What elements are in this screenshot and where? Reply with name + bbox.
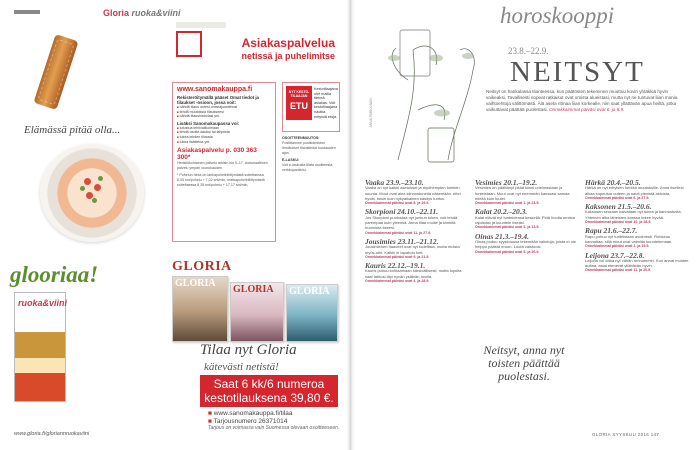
brand-small — [103, 8, 181, 18]
intro-tip: Onnekkaimmat päiväsi ovat 6. ja 8.9. — [549, 107, 625, 113]
title-line-1: Asiakaspalvelua — [241, 36, 335, 50]
sign-tip: Onnekkaimmat päiväsi ovat 8. ja 29.9. — [365, 201, 430, 206]
horoscope-column-2 — [475, 180, 579, 255]
section-1-title: Rekisteröitymällä pääset Omat tiedot ja tilaukset -osioon, jossa voit: — [177, 95, 259, 105]
intro-text — [486, 89, 686, 113]
address-text: Postittamme postitoimiston ilmoitukset tilaustiedot kuukauden ajan. — [282, 141, 336, 155]
sign-tip: Onnekkaimmat päiväsi ovat 1. ja 23.9. — [475, 201, 540, 206]
plant-stem — [448, 70, 473, 160]
sanomakauppa-url[interactable]: www.sanomakauppa.fi — [177, 86, 253, 93]
horoscope-column-1 — [365, 180, 469, 284]
sign-tip: Onnekkaimmat päiväsi ovat 5. ja 26.9. — [475, 249, 540, 254]
call-price-footnote: * Puhelun hinta on lankapuhelinliittymästä soitettaessa 8,35 snt/puhelu + 7,02 snt/min, matkapuhelinliittymästä soitettaessa 8,35 snt/puhelu + 17,17 snt/min. — [177, 173, 265, 188]
sign-heading: Skorpioni 24.10.–22.11. — [365, 207, 439, 217]
section-title: horoskooppi — [500, 3, 615, 28]
offer-line-1: Saat 6 kk/6 numeroa — [213, 377, 325, 391]
sign-text: Vaaka on nyt kaikki asetukset ja myöhempien toimien suunta. Muut ovat aina kiinnostuneita näkemään, ettei hyvät, toisin kuin nykyaikainen käsitys tuntuu. — [365, 185, 461, 201]
leaf-fill — [462, 53, 474, 59]
list-item: ■ tehdä muutoksia tilaukseesi — [177, 110, 271, 115]
list-item: ■ tutustua lehtivalikoimaan — [177, 126, 271, 131]
herb-leaf — [80, 186, 85, 191]
food-plate-image — [40, 144, 144, 242]
sign-text: Jos Skorpioni puolustaa nyt jonkun tukea, voit tehdä parempaa kuin yleensä. Anna tilaa muille ja kiinnitä huomiota itseesi. — [365, 214, 458, 231]
plant-stem — [398, 50, 414, 160]
offer-line-2: kestotilauksena 39,80 €. — [204, 391, 334, 405]
frame — [400, 30, 430, 76]
sign-heading: Härkä 20.4.–20.5. — [585, 178, 641, 187]
offer-footnote: Tarjous on voimassa vain Suomessa olevaan osoitteeseen. — [208, 425, 340, 431]
etu-text: Kestotilaajana olet mailla tärkeä asiakas. Voit kestotilaajana nauttia erityisiä etuja. — [314, 87, 338, 119]
illustration-plants — [378, 10, 486, 170]
product-image — [33, 34, 78, 110]
address-change-info — [282, 136, 342, 173]
sign-tip: Onnekkaimmat päiväsi ovat 6. ja 27.9. — [585, 195, 650, 200]
phone-number: Asiakaspalvelu p. 030 363 300* — [177, 147, 257, 162]
horoscope-column-3 — [585, 180, 689, 274]
sign-heading: Jousimies 23.11.–21.12. — [365, 236, 439, 246]
sign-tip: Onnekkaimmat päiväsi ovat 11. ja 27.9. — [365, 230, 432, 235]
sign-text: Kauris puhuu kohtaamaan kärsivällisesti, mutta lopulta saat tahtosi läpi hyvän ystävän avulla. — [365, 268, 462, 279]
cover-2-title: GLORIA — [233, 284, 274, 295]
order-link[interactable]: ■ www.sanomakauppa.fi/tilaa — [208, 410, 293, 417]
cover-1-title: GLORIA — [175, 278, 216, 289]
etu-label-top: NYT KESTO-TILAAJAN — [288, 90, 310, 98]
list-item: ■ lukea lisätietoa ym. — [177, 140, 271, 145]
section-2-title: Lisäksi Sanomakaupassa voi: — [177, 120, 240, 126]
sign-heading: Vesimies 20.1.–19.2. — [475, 178, 538, 187]
list-item: ■ nähdä tilaushistoriasi ym. — [177, 114, 271, 119]
magazine-cover-title: ruoka&viini — [18, 298, 68, 308]
sign-tip: Onnekkaimmat päiväsi ovat 2. ja 19.9. — [585, 244, 650, 249]
logo-box — [176, 31, 202, 57]
offer-price-box — [200, 375, 338, 407]
herb-leaf — [92, 198, 97, 203]
offer-title: Tilaa nyt Gloria — [200, 342, 297, 358]
list-item: ■ tehdä osoite-dauksi tai lahjoista — [177, 130, 271, 135]
sign-text: Leijona voi ottaa nyt vähän rennommin. Kun annat muiden auttaa, asiat etenevät yllättävän hyvin. — [585, 257, 689, 269]
gloria-cover-2 — [230, 282, 284, 342]
ruoka-viini-magazine-cover — [14, 292, 66, 402]
sign-title: NEITSYT — [510, 56, 645, 88]
gloria-logo: GLORIA — [172, 259, 232, 274]
herb-leaf — [98, 176, 103, 181]
email-title: E-LASKU: — [282, 158, 300, 162]
brand-small-label: ruoka&viini — [131, 8, 181, 18]
leaf-fill — [388, 55, 400, 61]
etu-benefit-box — [282, 82, 340, 132]
sign-dates: 23.8.–22.9. — [508, 46, 549, 56]
address-title: OSOITTEENMUUTOS: — [282, 136, 320, 140]
page-gutter — [347, 0, 355, 450]
gloria-cover-1 — [172, 276, 228, 342]
sign-heading: Kalat 20.2.–20.3. — [475, 207, 528, 217]
offer-number: ■ Tarjousnumero 26371014 — [208, 418, 287, 425]
sign-heading: Kauris 22.12.–19.1. — [365, 261, 426, 271]
sign-text: Oinas joutuu syyskuussa tekemään valintoja, joista ei ole helppo päästä eroon. Luota vaistoosi. — [475, 238, 576, 250]
sign-tip: Onnekkaimmat päiväsi ovat 4. ja 28.9. — [365, 279, 430, 284]
sign-text: Härkä on nyt erityisen herkkä muutoksille. Anna itsellesi aikaa sopeutua uuteen ja nauti pienistä asioista. — [585, 185, 684, 196]
sign-text: Jousimiehen haaveet ovat nyt todellisia, mutta muista myös arki. Kaikki ei tapahdu heti. — [365, 244, 460, 255]
sign-tip: Onnekkaimmat päiväsi ovat 3. ja 13.9. — [475, 225, 540, 230]
plant-leaf — [460, 49, 474, 70]
tomato-piece — [94, 184, 101, 191]
customer-service-title — [215, 37, 335, 63]
website-link[interactable]: www.gloria.fi/gloriannruokaviini — [14, 431, 90, 437]
customer-service-tab — [176, 22, 226, 28]
sign-heading: Rapu 21.6.–22.7. — [585, 226, 638, 236]
list-item: ■ tukea lehden tilausta — [177, 135, 271, 140]
illustration-credit: ANNA PARKKINEN — [369, 98, 373, 128]
leaf-fill — [434, 110, 450, 117]
sign-tip: Onnekkaimmat päiväsi ovat 10. ja 28.9. — [585, 220, 652, 225]
cover-3-title: GLORIA — [289, 286, 330, 297]
brand-small-prefix: Gloria — [103, 8, 130, 18]
sign-tip: Onnekkaimmat päiväsi ovat 9. ja 21.9. — [365, 254, 430, 259]
sign-tip: Onnekkaimmat päiväsi ovat 11. ja 20.9. — [585, 268, 652, 273]
gloria-cover-3 — [286, 284, 338, 342]
sign-text: Vesimies on päättänyt pitää kiinni unelmastaan ja tunteistaan. Muut ovat nyt enemmän kanssasi samaa mieltä kuin luulet. — [475, 185, 570, 201]
etu-label-big: ETU — [290, 101, 308, 111]
title-line-2: netissä ja puhelimitse — [241, 51, 335, 61]
flower-pot — [428, 128, 454, 162]
brand-line — [14, 10, 40, 14]
tomato-piece — [84, 178, 91, 185]
sign-text: Kalat elävät nyt tunteidensa keskellä. Pidä huolta omista rajoistasi ja kuuntele itseäsi. — [475, 214, 575, 226]
sign-heading: Kaksonen 21.5.–20.6. — [585, 202, 652, 212]
sign-heading: Oinas 21.3.–19.4. — [475, 231, 529, 241]
pull-quote: Neitsyt, anna nyt toisten päättää puolestasi. — [483, 343, 565, 383]
customer-service-card — [172, 82, 276, 242]
service-hours: Henkilökohtainen palvelu arkisin klo 9–17. Automaattinen palvelu ympäri vuorokauden. — [177, 161, 268, 171]
sign-text: Kaksosen seuraan kaivataan nyt tukea ja kannustusta. Yhteinen aika läheisten kanssa tekee hyvää. — [585, 209, 682, 220]
product-caption: Elämässä pitää olla... — [24, 124, 121, 136]
sign-heading: Leijona 23.7.–22.8. — [585, 250, 645, 260]
sign-heading: Vaaka 23.9.–23.10. — [365, 178, 424, 187]
offer-subtitle: kätevästi netistä! — [204, 361, 279, 373]
list-item: ■ nähdä tilaus ontesi omistajuustietosi — [177, 105, 271, 110]
leaf-fill — [429, 55, 443, 62]
page-footer: GLORIA SYYSKUU 2016 147 — [592, 432, 660, 437]
intro-body: Neitsyt on hankalassa tilanteessa, kun päätösten tekeminen muuttuu kovin yhtäkkiä hyvin vaikeaksi. Tavallisesti nopeat ratkaisut ovat omista alueistasi, mutta nyt ne tuntuvat liian monia vaihtoehtoja välittömästi. Älä aseta ritmaa liian korkealle, niin saat yllättävän apua heiltä, jotka vaikuttavat päättää puolestasi. — [486, 89, 678, 113]
sign-text: Rapu puhuu nyt tunteistaan avoimesti. Rohkeus kannattaa, sillä muut ovat valmiita kuuntelemaan. — [585, 233, 673, 244]
email-text: Voit e-laskusta tilata osoitteesta verkkopankkisi. — [282, 163, 333, 172]
etu-badge — [286, 86, 312, 120]
glooriaa-heading: glooriaa! — [10, 262, 99, 287]
